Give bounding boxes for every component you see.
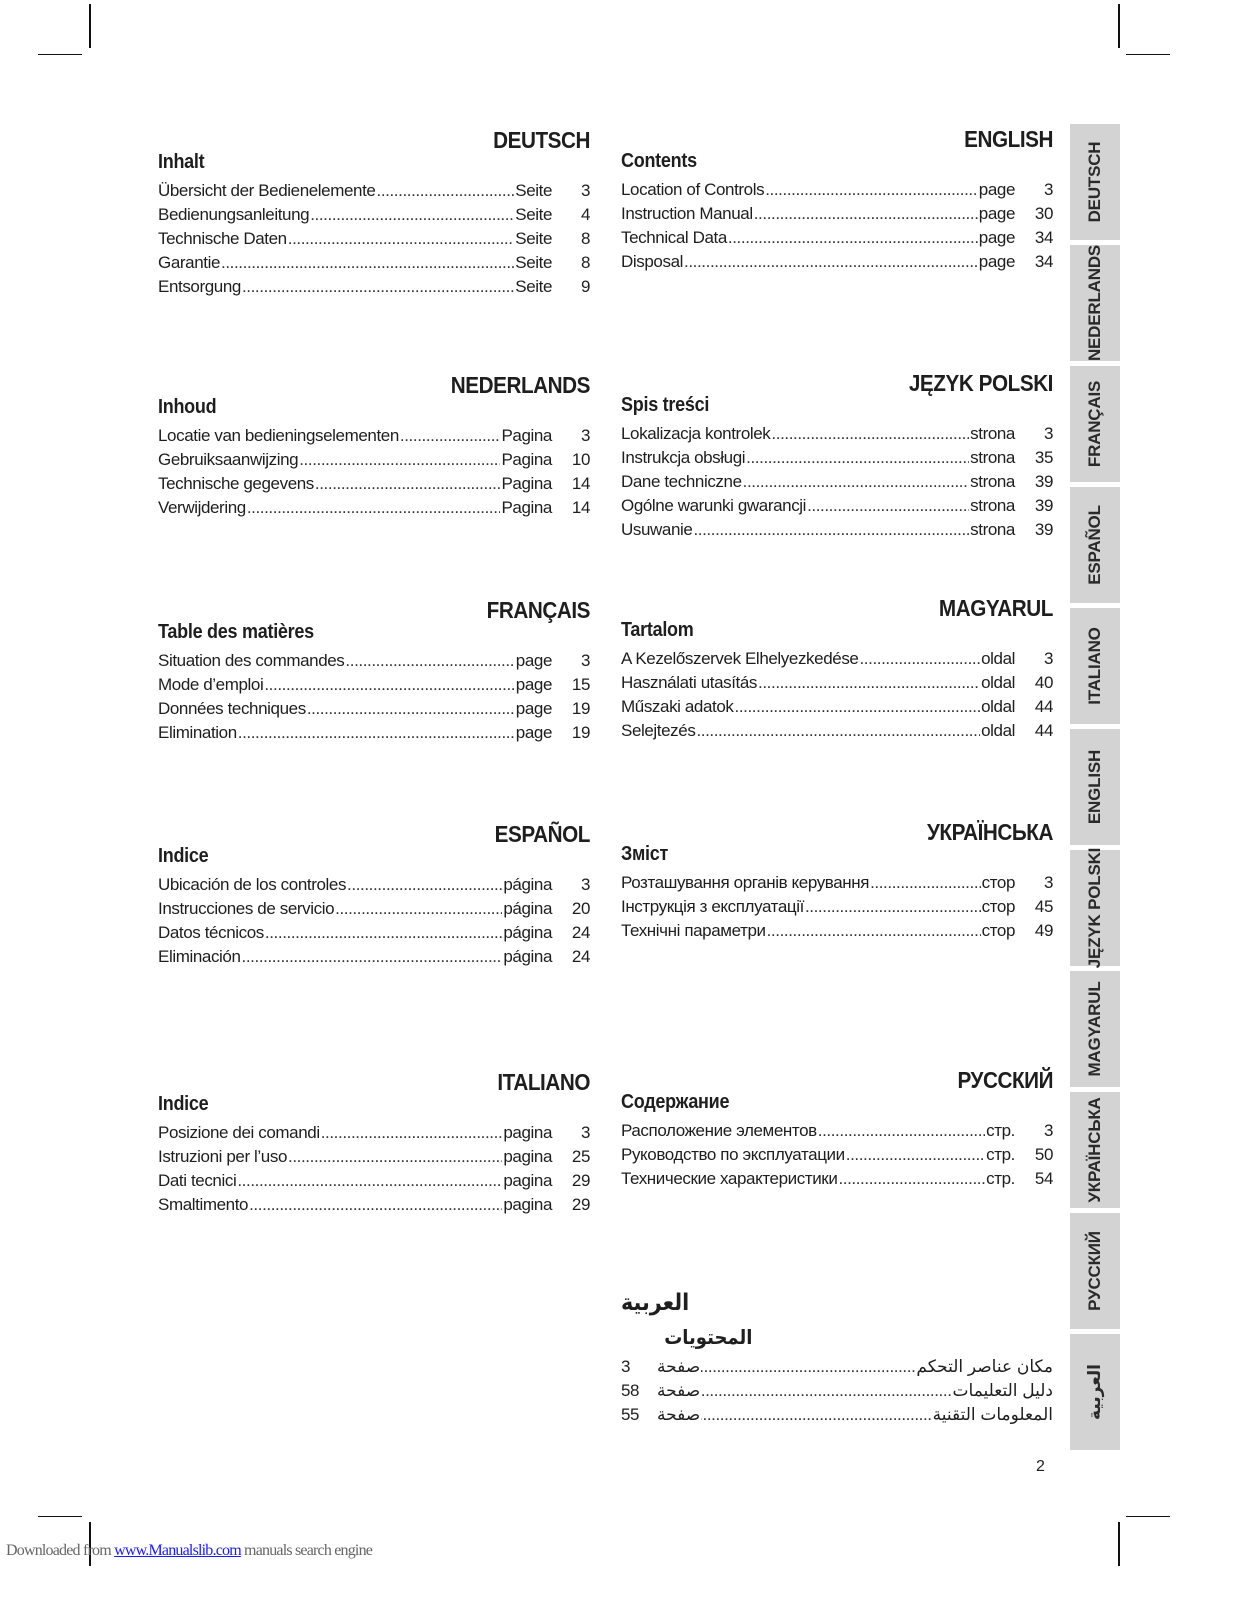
section-title: MAGYARUL xyxy=(938,595,1053,621)
page-number-value: 3 xyxy=(1043,424,1053,443)
language-tab xyxy=(1070,245,1120,361)
entry-label: A Kezelőszervek Elhelyezkedése xyxy=(621,649,859,668)
entry-label: Technische gegevens xyxy=(158,474,314,493)
toc-entry xyxy=(621,226,1053,250)
section-deutsch xyxy=(158,126,590,299)
toc-entry xyxy=(158,472,590,496)
language-tab xyxy=(1070,971,1120,1087)
page-word: page xyxy=(515,651,552,670)
crop-mark xyxy=(89,4,91,48)
language-tab xyxy=(1070,124,1120,240)
section-subtitle: Зміст xyxy=(621,843,669,865)
entry-label: Технические характеристики xyxy=(621,1169,838,1188)
toc-entry xyxy=(158,697,590,721)
page-word: oldal xyxy=(981,649,1015,668)
section-title: JĘZYK POLSKI xyxy=(908,370,1053,396)
page-number-value: 35 xyxy=(1034,448,1053,467)
page-word: стр. xyxy=(986,1121,1015,1140)
entry-label: Disposal xyxy=(621,252,683,271)
entry-label: Ubicación de los controles xyxy=(158,875,347,894)
page-word: página xyxy=(503,899,552,918)
section-title: УКРАЇНСЬКА xyxy=(926,819,1053,845)
page-word: pagina xyxy=(503,1147,552,1166)
page-number-value: 29 xyxy=(571,1171,590,1190)
entry-label: Розташування органів керування xyxy=(621,873,870,892)
entry-label: Verwijdering xyxy=(158,498,246,517)
entry-label: Mode d’emploi xyxy=(158,675,264,694)
dot-leader xyxy=(805,895,981,919)
toc-entry xyxy=(621,494,1053,518)
page-word: Seite xyxy=(515,181,552,200)
entry-label: Posizione dei comandi xyxy=(158,1123,320,1142)
section-arabic xyxy=(621,1288,1053,1427)
entry-label: Instrukcja obsługi xyxy=(621,448,746,467)
page-word: oldal xyxy=(981,721,1015,740)
language-tab-label: РУССКИЙ xyxy=(1085,1231,1104,1311)
dot-leader xyxy=(264,673,514,697)
section-magyarul xyxy=(621,594,1053,743)
section-title: ITALIANO xyxy=(497,1069,590,1095)
section-subtitle: Spis treści xyxy=(621,394,710,416)
page-word: Seite xyxy=(515,229,552,248)
toc-entry xyxy=(621,1379,1053,1403)
language-tab xyxy=(1070,487,1120,603)
entry-label: Datos técnicos xyxy=(158,923,264,942)
dot-leader xyxy=(238,721,515,745)
entry-label: Location of Controls xyxy=(621,180,765,199)
entry-label: Situation des commandes xyxy=(158,651,345,670)
page-word: page xyxy=(978,204,1015,223)
toc-entry xyxy=(158,921,590,945)
dot-leader xyxy=(701,1403,932,1427)
page-word: oldal xyxy=(981,673,1015,692)
page-word: Pagina xyxy=(501,450,552,469)
download-footer xyxy=(6,1542,372,1560)
language-tab-label: ENGLISH xyxy=(1085,749,1104,825)
dot-leader xyxy=(288,1145,502,1169)
section-title: ENGLISH xyxy=(964,126,1053,152)
toc-entry xyxy=(158,496,590,520)
crop-mark xyxy=(38,1516,82,1517)
language-tab-label: ITALIANO xyxy=(1085,627,1104,705)
page-number-value: 4 xyxy=(580,205,590,224)
entry-label: Entsorgung xyxy=(158,277,241,296)
page-number-value: 14 xyxy=(571,498,590,517)
dot-leader xyxy=(315,472,501,496)
dot-leader xyxy=(310,203,514,227)
toc-entry xyxy=(158,1121,590,1145)
dot-leader xyxy=(838,1167,985,1191)
dot-leader xyxy=(247,496,501,520)
page-word: página xyxy=(503,923,552,942)
entry-label: Technical Data xyxy=(621,228,727,247)
dot-leader xyxy=(743,470,970,494)
dot-leader xyxy=(335,897,502,921)
page-word: pagina xyxy=(503,1171,552,1190)
page-word: Pagina xyxy=(501,426,552,445)
dot-leader xyxy=(846,1143,985,1167)
section-subtitle: Содержание xyxy=(621,1091,730,1113)
toc-entry xyxy=(621,871,1053,895)
page-word: strona xyxy=(970,448,1015,467)
section-polski xyxy=(621,369,1053,542)
entry-label: Lokalizacja kontrolek xyxy=(621,424,771,443)
page-number-value: 3 xyxy=(580,181,590,200)
dot-leader xyxy=(684,250,978,274)
dot-leader xyxy=(249,1193,502,1217)
dot-leader xyxy=(758,671,980,695)
entry-label: مكان عناصر التحكم xyxy=(916,1357,1053,1376)
toc-entry xyxy=(158,649,590,673)
page-number-value: 3 xyxy=(580,651,590,670)
language-tabs xyxy=(1070,124,1120,1455)
toc-list xyxy=(621,871,1053,943)
section-nederlands xyxy=(158,371,590,520)
page-number-value: 39 xyxy=(1034,472,1053,491)
toc-entry xyxy=(621,1143,1053,1167)
page-word: strona xyxy=(970,424,1015,443)
page-word: page xyxy=(515,699,552,718)
page-number-value: 24 xyxy=(571,923,590,942)
page-word: pagina xyxy=(503,1195,552,1214)
page-word: صفحة xyxy=(657,1405,701,1424)
dot-leader xyxy=(771,422,969,446)
page-word: صفحة xyxy=(657,1357,701,1376)
page-number-value: 3 xyxy=(580,1123,590,1142)
toc-entry xyxy=(158,448,590,472)
entry-label: Übersicht der Bedienelemente xyxy=(158,181,376,200)
section-subtitle: المحتويات xyxy=(664,1327,753,1349)
page-word: صفحة xyxy=(657,1381,701,1400)
page-number-value: 39 xyxy=(1034,496,1053,515)
page-word: Seite xyxy=(515,205,552,224)
toc-entry xyxy=(158,251,590,275)
entry-label: Dati tecnici xyxy=(158,1171,237,1190)
toc-entry xyxy=(621,1119,1053,1143)
entry-label: Bedienungsanleitung xyxy=(158,205,310,224)
section-francais xyxy=(158,596,590,745)
entry-label: دليل التعليمات xyxy=(952,1381,1053,1400)
language-tab xyxy=(1070,608,1120,724)
page-word: strona xyxy=(970,472,1015,491)
page-word: Seite xyxy=(515,253,552,272)
page-number-value: 19 xyxy=(571,723,590,742)
page-number-value: 3 xyxy=(1043,873,1053,892)
entry-label: Elimination xyxy=(158,723,237,742)
section-russkiy xyxy=(621,1066,1053,1191)
section-title: ESPAÑOL xyxy=(494,821,590,847)
language-tab xyxy=(1070,1334,1120,1450)
page-word: page xyxy=(978,252,1015,271)
page-word: pagina xyxy=(503,1123,552,1142)
page-number-value: 49 xyxy=(1034,921,1053,940)
section-title: العربية xyxy=(621,1289,690,1315)
entry-label: Instruction Manual xyxy=(621,204,753,223)
language-tab-label: ESPAÑOL xyxy=(1085,505,1104,585)
page-word: page xyxy=(978,180,1015,199)
page-number-value: 30 xyxy=(1034,204,1053,223)
dot-leader xyxy=(288,227,515,251)
page-word: стор xyxy=(981,873,1015,892)
toc-list xyxy=(621,1355,1053,1427)
entry-label: Locatie van bedieningselementen xyxy=(158,426,399,445)
language-tab-label: NEDERLANDS xyxy=(1085,244,1104,362)
toc-entry xyxy=(621,1167,1053,1191)
page-number-value: 9 xyxy=(580,277,590,296)
entry-label: Руководство по эксплуатации xyxy=(621,1145,845,1164)
dot-leader xyxy=(347,873,502,897)
dot-leader xyxy=(400,424,501,448)
section-subtitle: Table des matières xyxy=(158,621,314,643)
entry-label: Instrucciones de servicio xyxy=(158,899,335,918)
language-tab-label: JĘZYK POLSKI xyxy=(1085,847,1104,969)
page-number-value: 40 xyxy=(1034,673,1053,692)
footer-suffix: manuals search engine xyxy=(244,1542,373,1559)
page-number-value: 39 xyxy=(1034,520,1053,539)
section-english xyxy=(621,125,1053,274)
page-number-value: 8 xyxy=(580,253,590,272)
section-title: DEUTSCH xyxy=(493,127,590,153)
entry-label: Használati utasítás xyxy=(621,673,758,692)
crop-mark xyxy=(38,54,82,55)
toc-list xyxy=(158,649,590,745)
toc-entry xyxy=(158,424,590,448)
page-word: стор xyxy=(981,921,1015,940)
entry-label: Smaltimento xyxy=(158,1195,249,1214)
toc-entry xyxy=(158,721,590,745)
crop-mark xyxy=(1118,1522,1120,1566)
section-ukrainska xyxy=(621,818,1053,943)
toc-entry xyxy=(621,518,1053,542)
toc-list xyxy=(621,178,1053,274)
page-number-value: 15 xyxy=(571,675,590,694)
dot-leader xyxy=(807,494,969,518)
toc-entry xyxy=(158,673,590,697)
page-number-value: 29 xyxy=(571,1195,590,1214)
entry-label: Technische Daten xyxy=(158,229,287,248)
page-number-value: 3 xyxy=(1043,1121,1053,1140)
page-number-value: 8 xyxy=(580,229,590,248)
entry-label: Eliminación xyxy=(158,947,241,966)
dot-leader xyxy=(321,1121,503,1145)
dot-leader xyxy=(701,1355,915,1379)
toc-list xyxy=(621,647,1053,743)
dot-leader xyxy=(307,697,515,721)
page-number-value: 3 xyxy=(580,875,590,894)
dot-leader xyxy=(746,446,969,470)
dot-leader xyxy=(701,1379,951,1403)
entry-label: Расположение элементов xyxy=(621,1121,817,1140)
toc-entry xyxy=(158,227,590,251)
crop-mark xyxy=(1126,54,1170,55)
toc-list xyxy=(158,873,590,969)
toc-entry xyxy=(158,945,590,969)
language-tab xyxy=(1070,366,1120,482)
manualslib-link[interactable]: www.Manualslib.com xyxy=(114,1542,241,1559)
section-subtitle: Indice xyxy=(158,1093,209,1115)
toc-entry xyxy=(621,1355,1053,1379)
entry-label: Dane techniczne xyxy=(621,472,742,491)
language-tab xyxy=(1070,1213,1120,1329)
toc-entry xyxy=(158,1193,590,1217)
toc-entry xyxy=(158,203,590,227)
section-title: NEDERLANDS xyxy=(450,372,590,398)
toc-entry xyxy=(158,1169,590,1193)
toc-entry xyxy=(158,873,590,897)
page-number-value: 50 xyxy=(1034,1145,1053,1164)
footer-prefix: Downloaded from xyxy=(6,1542,111,1559)
dot-leader xyxy=(818,1119,985,1143)
toc-entry xyxy=(621,178,1053,202)
entry-label: Ogólne warunki gwarancji xyxy=(621,496,807,515)
dot-leader xyxy=(693,518,969,542)
page-number-value: 34 xyxy=(1034,228,1053,247)
page-number-value: 20 xyxy=(571,899,590,918)
toc-list xyxy=(158,1121,590,1217)
language-tab xyxy=(1070,847,1120,969)
page-word: strona xyxy=(970,496,1015,515)
dot-leader xyxy=(242,275,514,299)
page-number-value: 3 xyxy=(1043,180,1053,199)
section-title: РУССКИЙ xyxy=(957,1067,1053,1093)
crop-mark xyxy=(1118,4,1120,48)
toc-entry xyxy=(621,470,1053,494)
language-tab-label: DEUTSCH xyxy=(1085,141,1104,223)
dot-leader xyxy=(767,919,981,943)
language-tab xyxy=(1070,729,1120,845)
toc-entry xyxy=(621,250,1053,274)
section-subtitle: Contents xyxy=(621,150,697,172)
page-word: page xyxy=(515,723,552,742)
page-word: Seite xyxy=(515,277,552,296)
dot-leader xyxy=(265,921,502,945)
section-title: FRANÇAIS xyxy=(486,597,590,623)
page-number-value: 54 xyxy=(1034,1169,1053,1188)
page-number-value: 10 xyxy=(571,450,590,469)
toc-entry xyxy=(621,895,1053,919)
language-tab-label: УКРАЇНСЬКА xyxy=(1085,1097,1104,1203)
toc-entry xyxy=(158,179,590,203)
entry-label: Garantie xyxy=(158,253,221,272)
toc-list xyxy=(158,179,590,299)
page-number: 2 xyxy=(1036,1458,1045,1475)
toc-entry xyxy=(621,919,1053,943)
page-number-value: 55 xyxy=(621,1405,640,1424)
page-word: page xyxy=(978,228,1015,247)
toc-entry xyxy=(621,671,1053,695)
page-number-value: 3 xyxy=(621,1357,631,1376)
toc-entry xyxy=(621,719,1053,743)
entry-label: Műszaki adatok xyxy=(621,697,734,716)
dot-leader xyxy=(242,945,503,969)
page-word: стр. xyxy=(986,1169,1015,1188)
language-tab-label: MAGYARUL xyxy=(1085,981,1104,1077)
page-number-value: 44 xyxy=(1034,697,1053,716)
toc-list xyxy=(621,1119,1053,1191)
toc-entry xyxy=(621,695,1053,719)
toc-entry xyxy=(621,422,1053,446)
toc-entry xyxy=(621,446,1053,470)
page-number-value: 58 xyxy=(621,1381,640,1400)
dot-leader xyxy=(754,202,978,226)
dot-leader xyxy=(345,649,514,673)
dot-leader xyxy=(299,448,500,472)
entry-label: Технічні параметри xyxy=(621,921,766,940)
toc-entry xyxy=(621,1403,1053,1427)
dot-leader xyxy=(237,1169,502,1193)
toc-entry xyxy=(158,1145,590,1169)
dot-leader xyxy=(859,647,980,671)
page-word: página xyxy=(503,947,552,966)
page-number-value: 44 xyxy=(1034,721,1053,740)
toc-entry xyxy=(621,647,1053,671)
page-number-value: 34 xyxy=(1034,252,1053,271)
section-espanol xyxy=(158,820,590,969)
page-number-value: 3 xyxy=(1043,649,1053,668)
section-subtitle: Inhalt xyxy=(158,151,205,173)
section-subtitle: Tartalom xyxy=(621,619,694,641)
toc-list xyxy=(621,422,1053,542)
page-word: Pagina xyxy=(501,474,552,493)
dot-leader xyxy=(728,226,978,250)
page-number-value: 3 xyxy=(580,426,590,445)
page-number-value: 45 xyxy=(1034,897,1053,916)
dot-leader xyxy=(377,179,515,203)
entry-label: Інструкція з експлуатації xyxy=(621,897,804,916)
entry-label: Usuwanie xyxy=(621,520,693,539)
page-word: strona xyxy=(970,520,1015,539)
page-word: стр. xyxy=(986,1145,1015,1164)
toc-entry xyxy=(158,897,590,921)
language-tab xyxy=(1070,1092,1120,1208)
page-word: page xyxy=(515,675,552,694)
entry-label: Istruzioni per l’uso xyxy=(158,1147,288,1166)
page-number-value: 24 xyxy=(571,947,590,966)
toc-entry xyxy=(621,202,1053,226)
dot-leader xyxy=(221,251,514,275)
section-italiano xyxy=(158,1068,590,1217)
page-word: стор xyxy=(981,897,1015,916)
page-number-value: 14 xyxy=(571,474,590,493)
entry-label: Gebruiksaanwijzing xyxy=(158,450,299,469)
language-tab-label: FRANÇAIS xyxy=(1085,380,1104,468)
entry-label: Données techniques xyxy=(158,699,306,718)
page-word: oldal xyxy=(981,697,1015,716)
page-word: Pagina xyxy=(501,498,552,517)
page-number-value: 19 xyxy=(571,699,590,718)
dot-leader xyxy=(696,719,980,743)
language-tab-label: العربية xyxy=(1085,1363,1104,1421)
page-word: página xyxy=(503,875,552,894)
section-subtitle: Inhoud xyxy=(158,396,217,418)
crop-mark xyxy=(1126,1516,1170,1517)
section-subtitle: Indice xyxy=(158,845,209,867)
entry-label: Selejtezés xyxy=(621,721,696,740)
dot-leader xyxy=(765,178,978,202)
dot-leader xyxy=(735,695,981,719)
entry-label: المعلومات التقنية xyxy=(932,1405,1053,1424)
toc-list xyxy=(158,424,590,520)
dot-leader xyxy=(870,871,981,895)
page-number-value: 25 xyxy=(571,1147,590,1166)
toc-entry xyxy=(158,275,590,299)
